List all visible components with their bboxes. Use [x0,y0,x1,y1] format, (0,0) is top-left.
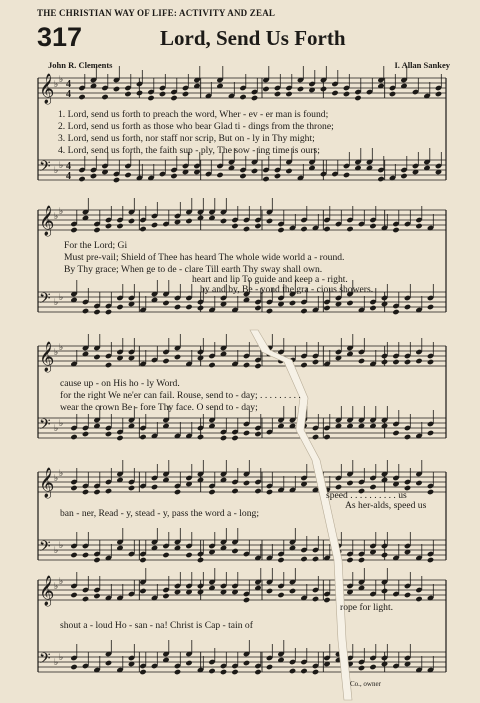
note-head [435,91,442,97]
note-head [93,354,100,360]
note-head [147,95,154,101]
note-head [243,597,250,603]
note-head [404,304,411,310]
note-head [105,660,112,666]
lyric-line: for the right We ne'er can fail. Rouse, send to - day; . . . . . . . . . [60,390,301,401]
section-heading: THE CHRISTIAN WAY OF LIFE: ACTIVITY AND ZEAL [37,8,276,18]
note-head [274,173,281,179]
flat-sign: ♭ [59,576,64,586]
note-head [139,588,146,594]
note-head [285,91,292,97]
note-head [82,596,89,602]
note-head [170,95,177,101]
note-head [312,669,319,675]
note-head [323,434,330,440]
note-head [113,86,120,92]
flat-sign: ♭ [54,545,59,555]
note-head [266,588,273,594]
note-head [415,358,422,364]
lyric-line: For the Lord; Gi [64,240,128,251]
flat-sign: ♭ [59,468,64,478]
note-head [392,309,399,315]
note-head [427,359,434,365]
lyricist-credit: John R. Clements [48,60,113,70]
note-head [300,362,307,368]
note-head [197,305,204,311]
note-head [170,173,177,179]
bass-clef: 𝄢 [39,416,51,437]
note-head [185,660,192,666]
flat-sign: ♭ [54,347,59,357]
lyric-line: 1. Lord, send us forth to preach the word, Wher - ev - er man is found; [58,109,329,120]
note-head [243,430,250,436]
note-head [70,434,77,440]
note-head [392,227,399,233]
note-head [128,218,135,224]
note-head [289,300,296,306]
note-head [404,592,411,598]
bass-clef: 𝄢 [39,538,51,559]
note-head [381,359,388,365]
note-head [136,90,143,96]
note-head [277,557,284,563]
flat-sign: ♭ [54,423,59,433]
lyric-line: By Thy grace; When ge to de - clare Till earth Thy sway shall own. [64,264,323,275]
note-head [174,489,181,495]
note-head [162,552,169,558]
note-head [93,227,100,233]
lyric-line: shout a - loud Ho - san - na! Christ is Cap - tain of [60,620,253,631]
note-head [105,362,112,368]
note-head [254,488,261,494]
note-head [113,177,120,183]
note-head [312,359,319,365]
note-head [197,557,204,563]
note-head [404,359,411,365]
note-head [243,362,250,368]
note-head [346,480,353,486]
note-head [231,488,238,494]
flat-sign: ♭ [59,652,64,662]
note-head [151,484,158,490]
flat-sign: ♭ [59,418,64,428]
note-head [312,556,319,562]
note-head [243,480,250,486]
note-head [93,489,100,495]
flat-sign: ♭ [54,79,59,89]
note-head [82,489,89,495]
flat-sign: ♭ [59,292,64,302]
note-head [231,548,238,554]
note-head [70,552,77,558]
note-head [427,557,434,563]
note-head [216,172,223,178]
note-head [139,226,146,232]
copyright-note: Co., owner [350,680,381,688]
treble-clef: 𝄞 [39,74,55,104]
note-head [105,309,112,315]
note-head [124,91,131,97]
note-head [93,593,100,599]
lyric-line: Must pre-vail; Shield of Thee has heard The whole wide world a - round. [64,252,345,263]
note-head [392,430,399,436]
note-head [262,86,269,92]
time-signature: 4 [66,89,71,100]
note-head [208,489,215,495]
note-head [90,173,97,179]
note-head [377,176,384,182]
note-head [266,308,273,314]
treble-clef: 𝄞 [39,342,55,372]
note-head [185,304,192,310]
flat-sign: ♭ [54,473,59,483]
treble-clef: 𝄞 [39,576,55,606]
time-signature: 4 [66,171,71,182]
note-head [277,592,284,598]
note-head [197,434,204,440]
note-head [300,226,307,232]
note-head [139,557,146,563]
note-head [369,305,376,311]
note-head [78,176,85,182]
note-head [185,218,192,224]
lyric-line: ban - ner, Read - y, stead - y, pass the word a - long; [60,508,259,519]
note-head [162,300,169,306]
note-head [312,596,319,602]
time-signature: 4 [66,161,71,172]
note-head [369,664,376,670]
hymn-title: Lord, Send Us Forth [160,26,346,50]
note-head [262,176,269,182]
lyric-line: cause up - on His ho - ly Word. [60,378,180,389]
flat-sign: ♭ [59,206,64,216]
note-head [105,488,112,494]
bass-clef: 𝄢 [39,290,51,311]
treble-clef: 𝄞 [39,468,55,498]
note-head [358,557,365,563]
flat-sign: ♭ [54,297,59,307]
hymn-number: 317 [37,22,83,52]
note-head [343,91,350,97]
note-head [358,665,365,671]
note-head [289,668,296,674]
flat-sign: ♭ [54,165,59,175]
note-head [93,557,100,563]
note-head [70,485,77,491]
note-head [208,668,215,674]
note-head [139,434,146,440]
note-head [254,305,261,311]
note-head [427,489,434,495]
note-head [70,592,77,598]
lyric-line: wear the crown Be - fore Thy face. O send to - day; [60,402,258,413]
note-head [124,172,131,178]
note-head [415,223,422,229]
note-head [381,552,388,558]
lyric-line: As her-alds, speed us [345,500,427,511]
note-head [128,485,135,491]
note-head [266,489,273,495]
note-head [93,309,100,315]
note-head [174,304,181,310]
note-head [323,597,330,603]
note-head [415,596,422,602]
note-head [289,588,296,594]
paper-tear [250,330,352,700]
note-head [300,308,307,314]
flat-sign: ♭ [59,342,64,352]
note-head [105,431,112,437]
note-head [220,669,227,675]
note-head [159,91,166,97]
note-head [354,95,361,101]
note-head [220,218,227,224]
note-head [251,168,258,174]
note-head [254,431,261,437]
note-head [312,434,319,440]
note-head [300,668,307,674]
time-signature: 4 [66,79,71,90]
flat-sign: ♭ [54,211,59,221]
note-head [220,435,227,441]
bass-clef: 𝄢 [39,650,51,671]
note-head [427,304,434,310]
note-head [381,588,388,594]
lyric-line: 4. Lord, send us forth, the faith sup - ply, The sow - ing time is ours; [58,145,320,156]
composer-credit: I. Allan Sankey [394,60,450,70]
note-head [323,305,330,311]
note-head [116,223,123,229]
flat-sign: ♭ [59,540,64,550]
note-head [243,226,250,232]
note-head [208,362,215,368]
note-head [231,435,238,441]
note-head [274,91,281,97]
note-head [70,664,77,670]
lyric-line: heart and lip To guide and keep a - right. [192,274,348,285]
note-head [231,669,238,675]
note-head [239,173,246,179]
note-head [369,223,376,229]
note-head [162,593,169,599]
note-head [116,435,123,441]
note-head [101,94,108,100]
note-head [427,430,434,436]
note-head [162,358,169,364]
lyric-line: rope for light. [340,602,394,613]
note-head [78,94,85,100]
note-head [300,556,307,562]
note-head [415,480,422,486]
note-head [389,91,396,97]
note-head [151,222,158,228]
note-head [254,669,261,675]
note-head [254,363,261,369]
note-head [400,173,407,179]
note-head [346,226,353,232]
note-head [254,223,261,229]
flat-sign: ♭ [59,160,64,170]
bass-clef: 𝄢 [39,158,51,179]
note-head [320,86,327,92]
note-head [70,227,77,233]
lyric-line: speed . . . . . . . . . . us [326,490,407,501]
note-head [116,304,123,310]
flat-sign: ♭ [54,581,59,591]
note-head [139,669,146,675]
note-head [331,90,338,96]
note-head [251,95,258,101]
note-head [266,664,273,670]
note-head [343,172,350,178]
note-head [323,226,330,232]
note-head [182,91,189,97]
note-head [239,94,246,100]
note-head [392,359,399,365]
note-head [358,358,365,364]
note-head [174,669,181,675]
note-head [243,660,250,666]
note-head [297,86,304,92]
lyric-line: 2. Lord, send us forth as those who bear Glad ti - dings from the throne; [58,121,334,132]
note-head [185,552,192,558]
note-head [277,227,284,233]
note-head [82,308,89,314]
note-head [174,354,181,360]
lyric-line: by and by, Be - yond the gra - cious showers. [200,284,374,295]
note-head [404,434,411,440]
note-head [346,300,353,306]
flat-sign: ♭ [54,657,59,667]
note-head [346,557,353,563]
note-head [266,218,273,224]
lyric-line: 3. Lord, send us forth, nor staff nor scrip, But on - ly in Thy might; [58,133,315,144]
note-head [105,223,112,229]
note-head [82,431,89,437]
flat-sign: ♭ [59,74,64,84]
treble-clef: 𝄞 [39,206,55,236]
note-head [82,552,89,558]
note-head [231,223,238,229]
note-head [285,168,292,174]
